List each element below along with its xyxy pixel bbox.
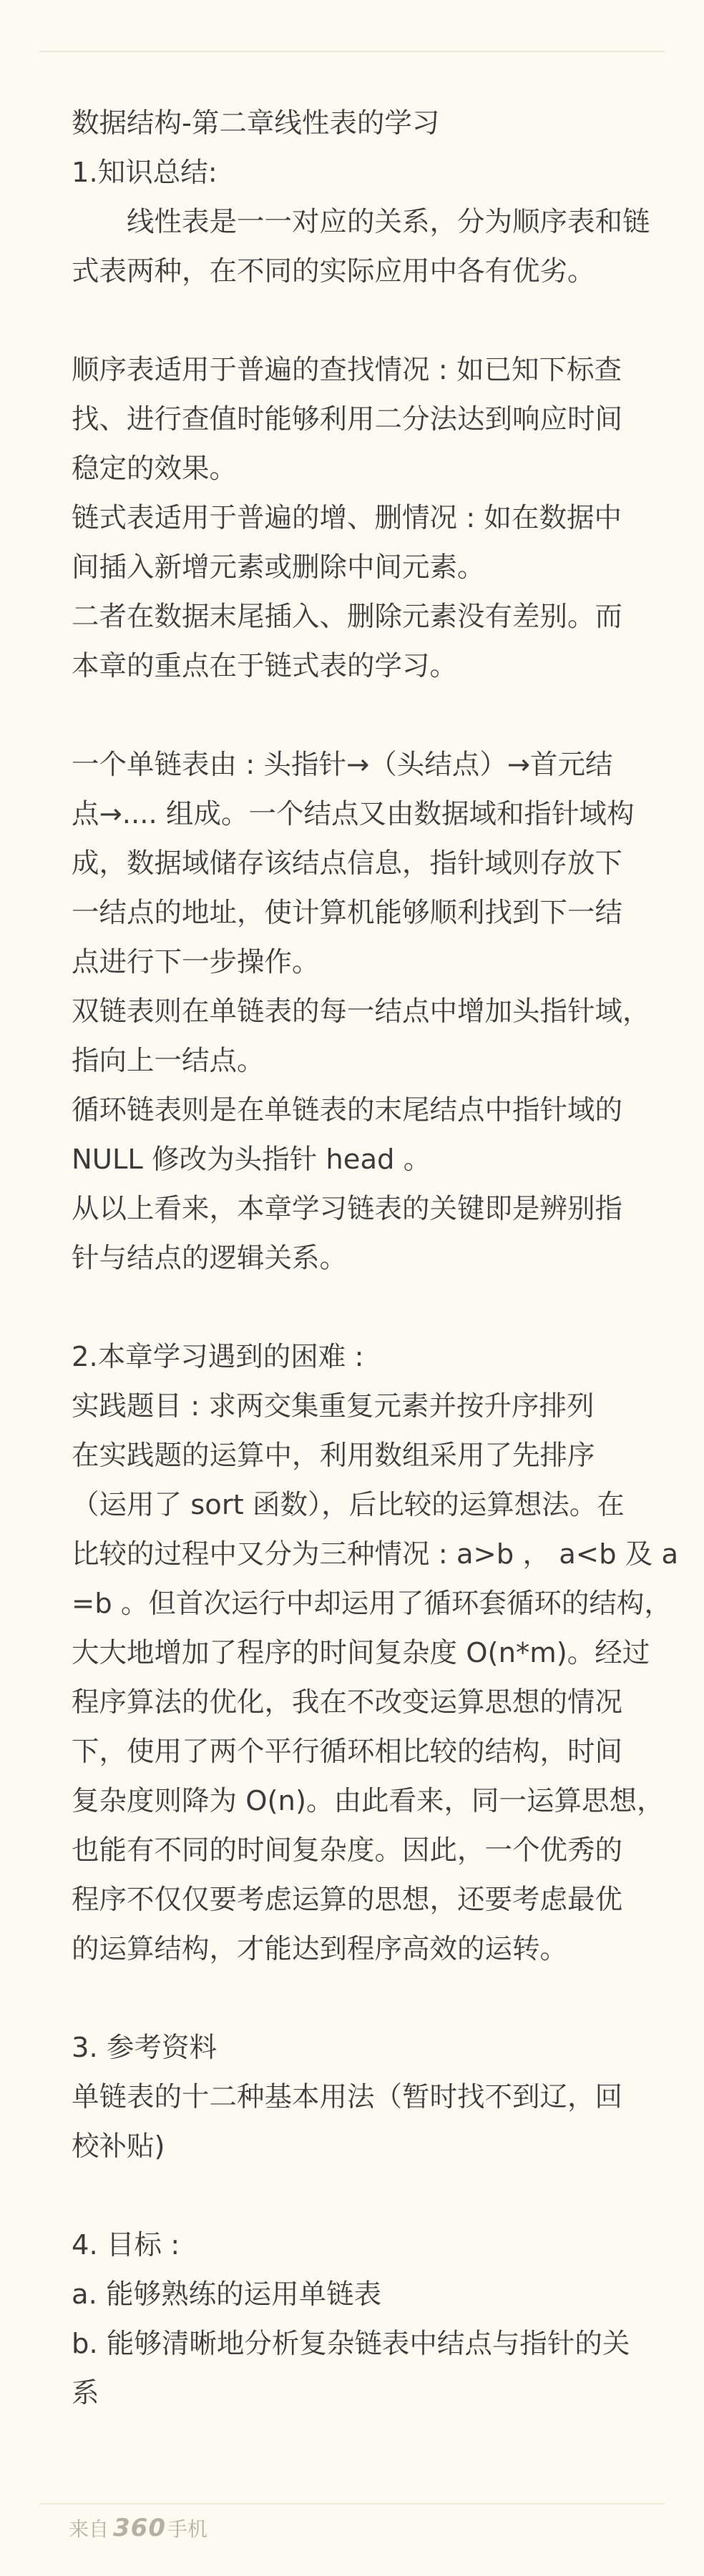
text-line: =b 。但首次运行中却运用了循环套循环的结构， (72, 1588, 672, 1620)
text-line: 单链表的十二种基本用法（暂时找不到辽，回 (72, 2081, 623, 2113)
text-line: 的运算结构，才能达到程序高效的运转。 (72, 1933, 568, 1965)
text-line: 双链表则在单链表的每一结点中增加头指针域， (72, 996, 650, 1028)
text-line: 点→.... 组成。一个结点又由数据域和指针域构 (72, 798, 635, 830)
text-line: （运用了 sort 函数），后比较的运算想法。在 (72, 1489, 625, 1521)
text-line: 点进行下一步操作。 (72, 946, 320, 978)
text-line: 稳定的效果。 (72, 453, 238, 485)
text-line: NULL 修改为头指针 head 。 (72, 1144, 431, 1176)
text-line: 在实践题的运算中，利用数组采用了先排序 (72, 1440, 595, 1472)
text-line: 实践题目 : 求两交集重复元素并按升序排列 (72, 1390, 595, 1422)
text-line: 下，使用了两个平行循环相比较的结构，时间 (72, 1736, 623, 1768)
text-line: 校补贴) (72, 2130, 165, 2163)
top-divider (39, 51, 665, 52)
text-line: 一结点的地址，使计算机能够顺利找到下一结 (72, 897, 623, 929)
text-line: a. 能够熟练的运用单链表 (72, 2278, 382, 2311)
text-line: 程序不仅仅要考虑运算的思想，还要考虑最优 (72, 1884, 623, 1916)
text-line: 3. 参考资料 (72, 2032, 217, 2064)
text-line: 成，数据域储存该结点信息，指针域则存放下 (72, 847, 623, 880)
blank-line (72, 1974, 637, 2023)
text-line: 线性表是一一对应的关系，分为顺序表和链 (72, 206, 650, 238)
text-line: 复杂度则降为 O(n)。由此看来，同一运算思想， (72, 1785, 665, 1817)
blank-line (72, 691, 637, 740)
text-line: 程序算法的优化，我在不改变运算思想的情况 (72, 1686, 623, 1719)
text-line: 本章的重点在于链式表的学习。 (72, 650, 458, 682)
footer-brand-logo: 360 (113, 2514, 166, 2542)
text-line: 大大地增加了程序的时间复杂度 O(n*m)。经过 (72, 1637, 650, 1669)
blank-line (72, 2171, 637, 2221)
footer-prefix: 来自 (69, 2517, 109, 2541)
text-line: 系 (72, 2377, 99, 2409)
bottom-divider (39, 2503, 665, 2504)
text-line: 从以上看来，本章学习链表的关键即是辨别指 (72, 1193, 623, 1225)
article-body (72, 99, 679, 2418)
text-line: 顺序表适用于普遍的查找情况 : 如已知下标查 (72, 354, 622, 386)
article-title: 数据结构-第二章线性表的学习 (72, 107, 440, 139)
source-footer (69, 2510, 207, 2546)
blank-line (72, 296, 637, 345)
text-line: 针与结点的逻辑关系。 (72, 1242, 348, 1274)
text-line: 也能有不同的时间复杂度。因此，一个优秀的 (72, 1834, 623, 1867)
text-line: 循环链表则是在单链表的末尾结点中指针域的 (72, 1094, 623, 1126)
text-line: 找、进行查值时能够利用二分法达到响应时间 (72, 403, 623, 436)
text-line: b. 能够清晰地分析复杂链表中结点与指针的关 (72, 2328, 630, 2360)
text-line: 二者在数据末尾插入、删除元素没有差别。而 (72, 601, 623, 633)
text-line: 链式表适用于普遍的增、删情况 : 如在数据中 (72, 502, 622, 534)
text-line: 一个单链表由 : 头指针→（头结点）→首元结 (72, 749, 613, 781)
text-line: 间插入新增元素或删除中间元素。 (72, 551, 485, 584)
footer-suffix: 手机 (167, 2517, 208, 2541)
text-line: 式表两种，在不同的实际应用中各有优劣。 (72, 255, 595, 287)
blank-line (72, 1283, 637, 1332)
text-line: 比较的过程中又分为三种情况 : a>b ， a<b 及 a (72, 1538, 679, 1570)
text-line: 指向上一结点。 (72, 1045, 265, 1077)
text-line: 1.知识总结: (72, 157, 217, 189)
text-line: 4. 目标 : (72, 2229, 180, 2261)
text-line: 2.本章学习遇到的困难 : (72, 1341, 364, 1373)
